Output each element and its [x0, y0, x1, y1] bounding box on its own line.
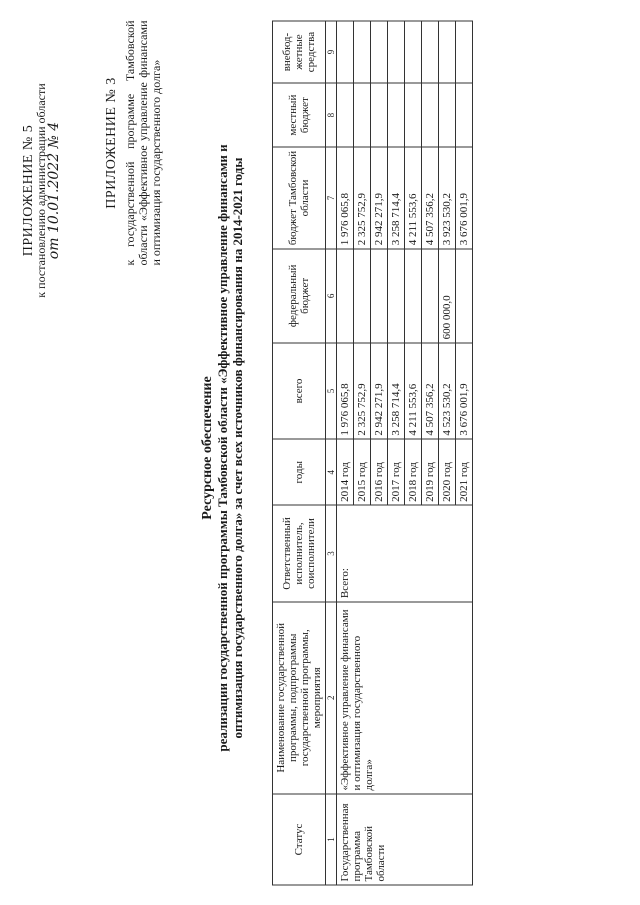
- appendix-3-title: ПРИЛОЖЕНИЕ № 3: [104, 76, 119, 209]
- year-cell: 2018 год: [405, 439, 422, 505]
- header-executor: Ответственный исполнитель, соисполнители: [273, 505, 326, 601]
- executor-cell: Всего:: [337, 505, 473, 601]
- year-cell: 2014 год: [337, 439, 354, 505]
- table-row: [337, 21, 354, 885]
- col-number: 5: [326, 342, 337, 438]
- col-number: 1: [326, 794, 337, 885]
- year-cell: 2020 год: [439, 439, 456, 505]
- col-number: 9: [326, 21, 337, 83]
- handwritten-date-number: от 10.01.2022 № 4: [46, 121, 62, 259]
- col-number: 3: [326, 505, 337, 601]
- extra-cell: [354, 21, 371, 83]
- header-regional: бюджет Тамбовской области: [273, 147, 326, 249]
- header-local: местный бюджет: [273, 83, 326, 147]
- extra-cell: [439, 21, 456, 83]
- total-cell: 4 507 356,2: [422, 342, 439, 438]
- federal-cell: [337, 248, 354, 342]
- col-number: 2: [326, 601, 337, 793]
- regional-cell: 2 942 271,9: [371, 147, 388, 249]
- header-federal: федеральный бюджет: [273, 248, 326, 342]
- program-name-cell: «Эффективное управление финансами и оптимизация государственного долга»: [337, 601, 473, 793]
- local-cell: [371, 83, 388, 147]
- federal-cell: [456, 248, 473, 342]
- extra-cell: [388, 21, 405, 83]
- document-page: [10, 10, 630, 895]
- local-cell: [422, 83, 439, 147]
- total-cell: 2 942 271,9: [371, 342, 388, 438]
- regional-cell: 2 325 752,9: [354, 147, 371, 249]
- resource-table: [272, 20, 473, 885]
- header-name: Наименование государственной программы, подпрограммы государственной программы, мероприятия: [273, 601, 326, 793]
- heading-line-3: оптимизация государственного долга» за счет всех источников финансирования на 2014-2021 годы: [230, 157, 245, 738]
- total-cell: 1 976 065,8: [337, 342, 354, 438]
- total-cell: 4 211 553,6: [405, 342, 422, 438]
- status-cell: Государственная программа Тамбовской области: [337, 794, 473, 885]
- column-number-row: [326, 21, 337, 885]
- local-cell: [439, 83, 456, 147]
- appendix-5-block: [22, 20, 61, 360]
- local-cell: [337, 83, 354, 147]
- local-cell: [354, 83, 371, 147]
- extra-cell: [337, 21, 354, 83]
- col-number: 7: [326, 147, 337, 249]
- regional-cell: 3 923 530,2: [439, 147, 456, 249]
- header-extra: внебюд-жетные средства: [273, 21, 326, 83]
- extra-cell: [456, 21, 473, 83]
- regional-cell: 1 976 065,8: [337, 147, 354, 249]
- appendix-5-subtitle: к постановлению администрации области: [34, 82, 48, 298]
- heading-line-2: реализации государственной программы Тамбовской области «Эффективное управление финансами и: [215, 143, 230, 752]
- regional-cell: 4 211 553,6: [405, 147, 422, 249]
- total-cell: 4 523 530,2: [439, 342, 456, 438]
- regional-cell: 3 258 714,4: [388, 147, 405, 249]
- header-years: годы: [273, 439, 326, 505]
- total-cell: 3 258 714,4: [388, 342, 405, 438]
- federal-cell: [371, 248, 388, 342]
- year-cell: 2015 год: [354, 439, 371, 505]
- local-cell: [388, 83, 405, 147]
- extra-cell: [405, 21, 422, 83]
- total-cell: 3 676 001,9: [456, 342, 473, 438]
- federal-cell: [354, 248, 371, 342]
- total-cell: 2 325 752,9: [354, 342, 371, 438]
- appendix-3-text: к государственной программе Тамбовской области «Эффективное управление финансами и оптимизация государственного долга»: [123, 20, 163, 265]
- document-heading: [200, 20, 245, 875]
- header-status: Статус: [273, 794, 326, 885]
- local-cell: [405, 83, 422, 147]
- year-cell: 2019 год: [422, 439, 439, 505]
- year-cell: 2016 год: [371, 439, 388, 505]
- federal-cell: [405, 248, 422, 342]
- local-cell: [456, 83, 473, 147]
- year-cell: 2021 год: [456, 439, 473, 505]
- appendix-5-title: ПРИЛОЖЕНИЕ № 5: [21, 124, 36, 256]
- regional-cell: 4 507 356,2: [422, 147, 439, 249]
- col-number: 6: [326, 248, 337, 342]
- col-number: 8: [326, 83, 337, 147]
- year-cell: 2017 год: [388, 439, 405, 505]
- regional-cell: 3 676 001,9: [456, 147, 473, 249]
- federal-cell: 600 000,0: [439, 248, 456, 342]
- extra-cell: [422, 21, 439, 83]
- col-number: 4: [326, 439, 337, 505]
- heading-line-1: Ресурсное обеспечение: [200, 375, 215, 520]
- appendix-3-block: [105, 20, 163, 265]
- table-header-row: [273, 21, 326, 885]
- header-total: всего: [273, 342, 326, 438]
- federal-cell: [422, 248, 439, 342]
- extra-cell: [371, 21, 388, 83]
- federal-cell: [388, 248, 405, 342]
